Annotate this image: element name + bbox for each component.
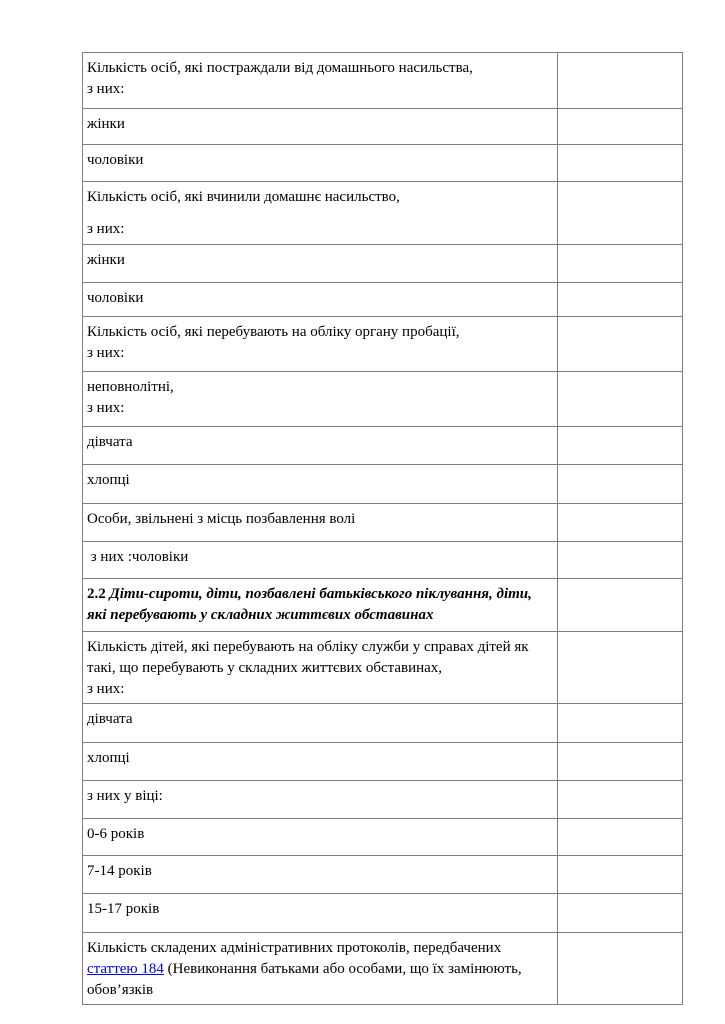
row-label-cell (83, 317, 558, 372)
row-label-text: Кількість осіб, які постраждали від домашнього насильства, (87, 60, 473, 76)
table-row (83, 743, 683, 781)
row-label-text: хлопці (87, 472, 130, 488)
row-value-cell (558, 781, 683, 819)
row-label-cell (83, 145, 558, 182)
row-label-cell (83, 283, 558, 317)
row-label-cell (83, 632, 558, 704)
row-label-text: Кількість осіб, які вчинили домашнє насильство, (87, 189, 400, 205)
row-label-text: дівчата (87, 434, 133, 450)
table-row (83, 781, 683, 819)
table-row (83, 504, 683, 542)
row-label-text: 7-14 років (87, 863, 152, 879)
row-label-text: Кількість осіб, які перебувають на обліку органу пробації, (87, 324, 460, 340)
row-value-cell (558, 743, 683, 781)
table-row (83, 53, 683, 109)
row-value-cell (558, 465, 683, 504)
row-label-cell (83, 933, 558, 1005)
report-table-body (83, 53, 683, 1005)
row-label-text: Особи, звільнені з місць позбавлення волі (87, 511, 356, 527)
row-label-text: з них :чоловіки (87, 549, 189, 565)
row-label-text: 15-17 років (87, 901, 160, 917)
row-value-cell (558, 704, 683, 743)
row-value-cell (558, 145, 683, 182)
table-row (83, 579, 683, 632)
row-label-cell (83, 704, 558, 743)
table-row (83, 245, 683, 283)
row-label-text: чоловіки (87, 290, 144, 306)
row-label-text: дівчата (87, 711, 133, 727)
table-row (83, 704, 683, 743)
row-label-text: з них: (87, 345, 125, 361)
row-value-cell (558, 372, 683, 427)
row-value-cell (558, 427, 683, 465)
row-label-text: з них у віці: (87, 788, 163, 804)
row-label-cell (83, 182, 558, 245)
row-value-cell (558, 504, 683, 542)
row-label-cell (83, 427, 558, 465)
row-label-text: жінки (87, 252, 125, 268)
row-label-text: чоловіки (87, 152, 144, 168)
table-row (83, 542, 683, 579)
table-row (83, 465, 683, 504)
row-value-cell (558, 283, 683, 317)
row-value-cell (558, 856, 683, 894)
row-value-cell (558, 632, 683, 704)
row-label-cell (83, 819, 558, 856)
row-value-cell (558, 819, 683, 856)
table-row (83, 632, 683, 704)
row-label-cell (83, 109, 558, 145)
table-row (83, 109, 683, 145)
row-label-text: неповнолітні, (87, 379, 174, 395)
row-label-cell (83, 894, 558, 933)
row-value-cell (558, 317, 683, 372)
row-label-cell (83, 465, 558, 504)
table-row (83, 427, 683, 465)
row-value-cell (558, 579, 683, 632)
row-label-cell (83, 504, 558, 542)
table-row (83, 182, 683, 245)
section-number: 2.2 (87, 586, 110, 602)
row-label-cell (83, 743, 558, 781)
row-label-text: з них: (87, 81, 125, 97)
row-label-cell (83, 542, 558, 579)
table-row (83, 819, 683, 856)
row-label-text: хлопці (87, 750, 130, 766)
table-row (83, 856, 683, 894)
article-184-link[interactable]: статтею 184 (87, 961, 164, 977)
table-row (83, 372, 683, 427)
row-label-text: 0-6 років (87, 826, 145, 842)
row-value-cell (558, 542, 683, 579)
row-label-cell (83, 856, 558, 894)
table-row (83, 283, 683, 317)
row-value-cell (558, 894, 683, 933)
table-row (83, 317, 683, 372)
row-value-cell (558, 933, 683, 1005)
row-label-cell (83, 781, 558, 819)
row-label-text: з них: (87, 400, 125, 416)
report-table (82, 52, 683, 1005)
section-header-cell (83, 579, 558, 632)
row-label-text: Кількість складених адміністративних протоколів, передбачених статтею 184 (Невиконання батьками або особами, що їх замінюють, обов’язків (87, 940, 526, 998)
row-value-cell (558, 53, 683, 109)
row-label-text: жінки (87, 116, 125, 132)
row-label-cell (83, 372, 558, 427)
section-title: Діти-сироти, діти, позбавлені батьківського піклування, діти, які перебувають у складних життєвих обставинах (87, 586, 536, 623)
table-row (83, 933, 683, 1005)
row-label-text: з них: (87, 221, 125, 237)
row-label-text: з них: (87, 681, 125, 697)
row-label-text: Кількість дітей, які перебувають на обліку служби у справах дітей як такі, що перебувають у складних життєвих обставинах, (87, 639, 533, 676)
row-value-cell (558, 182, 683, 245)
row-label-cell (83, 245, 558, 283)
row-label-cell (83, 53, 558, 109)
table-row (83, 145, 683, 182)
row-value-cell (558, 109, 683, 145)
table-row (83, 894, 683, 933)
row-value-cell (558, 245, 683, 283)
